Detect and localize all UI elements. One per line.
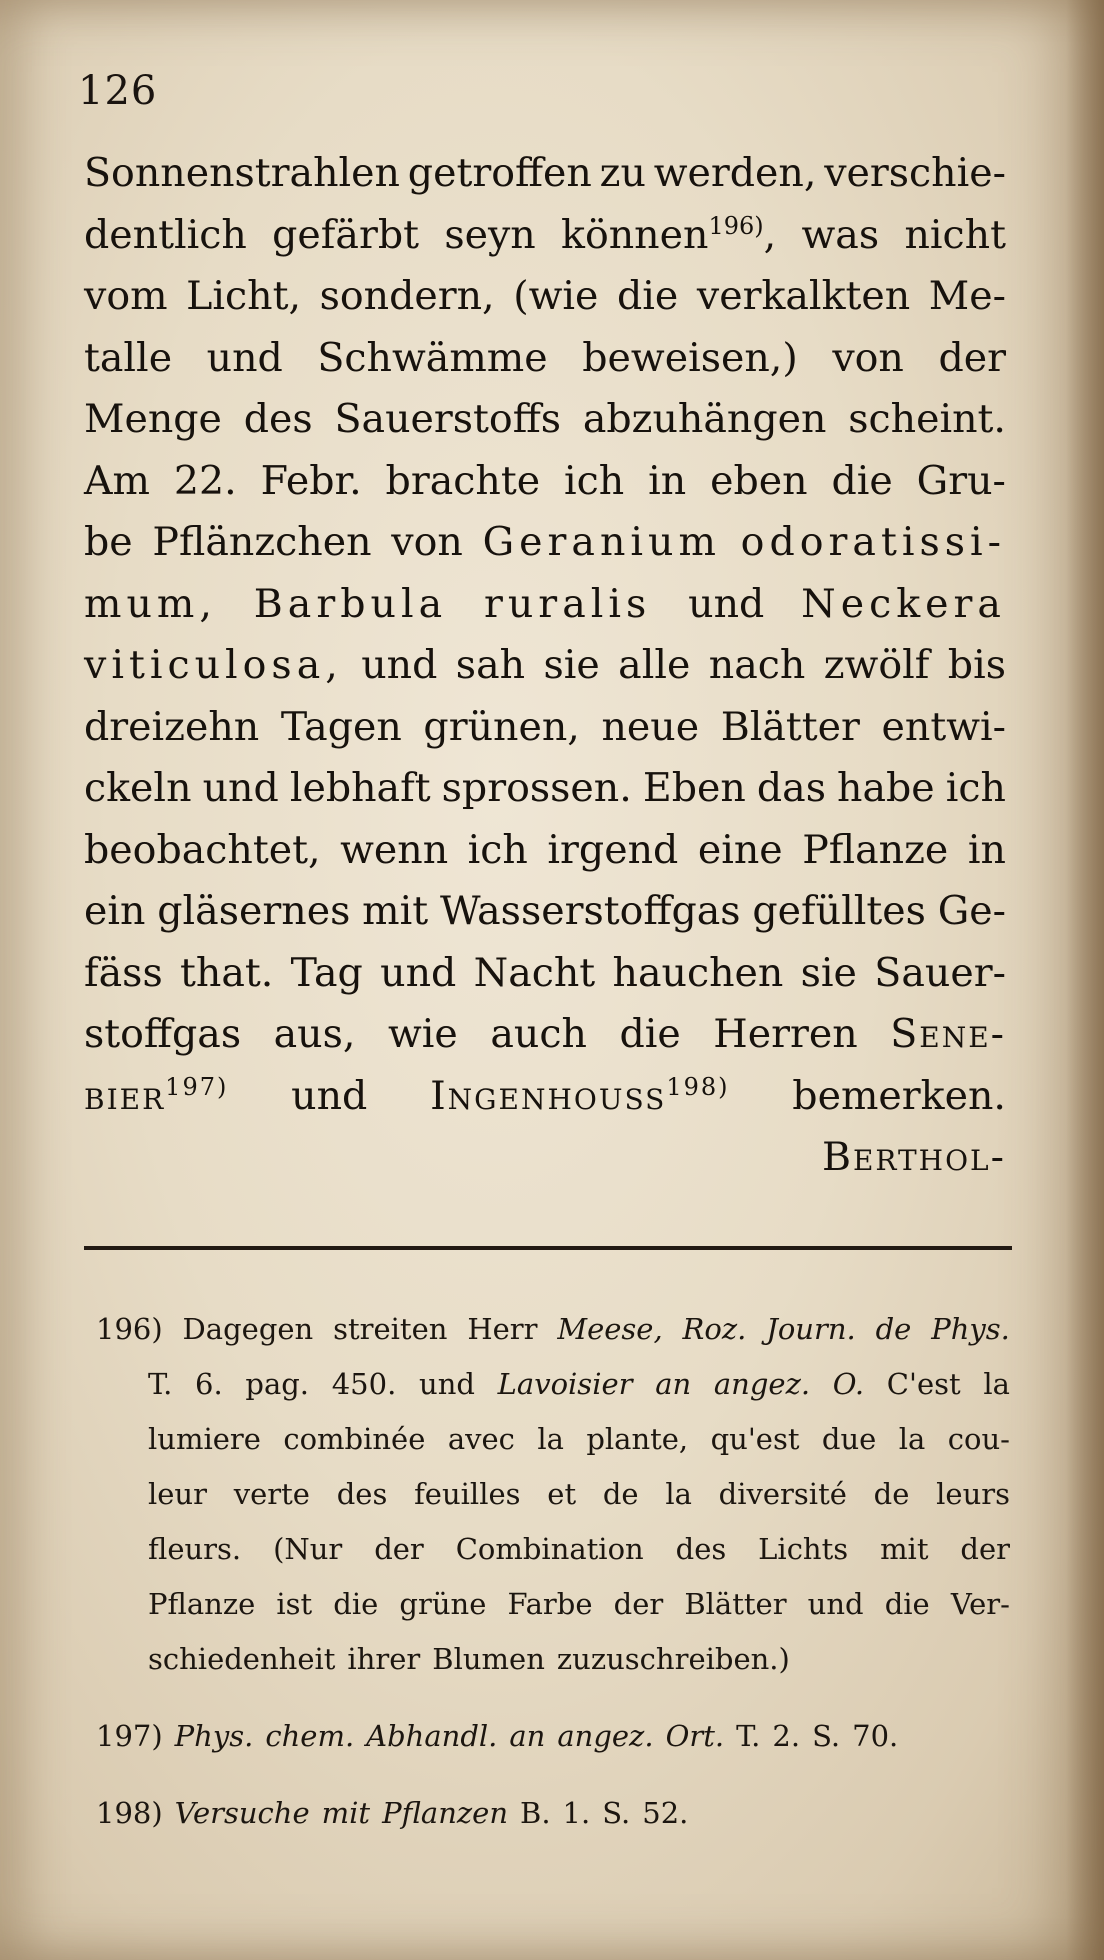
word: auch <box>490 1011 587 1057</box>
footnote-word: Pflanzen <box>382 1796 509 1830</box>
word: nach <box>708 642 806 688</box>
word: sprossen. <box>441 765 632 811</box>
footnote-word: la <box>537 1422 564 1456</box>
word: talle <box>84 334 173 381</box>
text-line <box>84 888 1006 950</box>
footnote-word: des <box>336 1477 388 1511</box>
word: ein <box>84 888 146 934</box>
footnote-word: 70. <box>852 1719 899 1753</box>
word: Ge- <box>937 888 1006 934</box>
text-line <box>84 212 1006 274</box>
footnote-word: de <box>873 1477 910 1511</box>
footnote-word: an <box>655 1367 692 1401</box>
footnote-word: avec <box>447 1422 515 1456</box>
word: Sauer- <box>874 949 1006 996</box>
word: beobachtet, <box>84 826 321 873</box>
word: Neckera <box>801 580 1006 627</box>
word: gefülltes <box>752 888 926 934</box>
word: Tag <box>290 949 363 996</box>
footnote-word: 2. <box>772 1719 801 1753</box>
word: das <box>756 765 826 811</box>
word: Sonnenstrahlen <box>84 150 400 196</box>
text-line <box>84 335 1006 397</box>
word: von <box>832 334 904 381</box>
word: ich <box>467 826 528 873</box>
word: werden, <box>653 150 817 196</box>
footnote-word: leurs <box>936 1477 1010 1511</box>
word: seyn <box>444 211 536 258</box>
word: Am <box>84 457 150 504</box>
footnote-word: Phys. <box>174 1719 254 1753</box>
text-line <box>84 827 1006 889</box>
footnote-198 <box>96 1796 1010 1851</box>
footnote-word: verte <box>233 1477 310 1511</box>
footnote-word: combinée <box>283 1422 426 1456</box>
word: abzuhängen <box>582 396 827 442</box>
footnote-word: diversité <box>718 1477 847 1511</box>
footnote-line <box>96 1587 1010 1642</box>
footnote-word: und <box>807 1587 864 1621</box>
word: wie <box>387 1011 458 1057</box>
footnote-word: zuzuschreiben.) <box>556 1642 790 1676</box>
text-line <box>84 581 1006 643</box>
word: Sene- <box>890 1011 1006 1057</box>
word: sondern, <box>319 273 495 319</box>
word: Blätter <box>720 703 860 750</box>
footnote-line <box>96 1477 1010 1532</box>
text-line <box>84 396 1006 458</box>
footnote-word: streiten <box>333 1312 448 1346</box>
word: und <box>291 1072 368 1119</box>
footnote-line <box>96 1719 1010 1774</box>
footnote-word: et <box>547 1477 577 1511</box>
word: nicht <box>904 211 1006 258</box>
footnote-word: der <box>613 1587 664 1621</box>
footnote-word: 450. <box>331 1367 397 1401</box>
word: der <box>938 334 1006 381</box>
text-line <box>84 950 1006 1012</box>
word: that. <box>180 949 274 996</box>
word: Pflanze <box>802 826 949 873</box>
footnote-word: C'est <box>886 1367 961 1401</box>
footnote-word: Pflanze <box>148 1587 256 1621</box>
word: können$^{196)}$, <box>561 211 777 258</box>
word: getroffen <box>407 150 592 196</box>
word: ruralis <box>483 580 652 627</box>
footnote-word: Farbe <box>507 1587 593 1621</box>
word: Wasserstoffgas <box>439 888 741 934</box>
word: odoratissi- <box>740 519 1006 565</box>
word: lebhaft <box>289 765 431 811</box>
footnote-word: Dagegen <box>182 1312 314 1346</box>
word: Ingenhouss$^{198)}$ <box>430 1072 730 1119</box>
text-line <box>84 1073 1006 1135</box>
word: Pflänzchen <box>152 519 372 565</box>
word: bier$^{197)}$ <box>84 1072 229 1119</box>
word: dreizehn <box>84 703 260 750</box>
word: sie <box>543 642 600 688</box>
text-line <box>84 1011 1006 1073</box>
text-line <box>84 765 1006 827</box>
footnote-word: 52. <box>642 1796 689 1830</box>
word: bis <box>947 642 1006 688</box>
word: verschie- <box>824 150 1006 196</box>
word: ich <box>945 765 1006 811</box>
footnote-word: 1. <box>562 1796 591 1830</box>
footnote-word: ihrer <box>347 1642 421 1676</box>
footnote-word: Versuche <box>174 1796 310 1830</box>
word: und <box>380 949 457 996</box>
word: und <box>688 580 765 627</box>
footnote-word: Phys. <box>931 1312 1010 1346</box>
footnote-word: B. <box>520 1796 551 1830</box>
word: ich <box>563 457 625 504</box>
word: Febr. <box>260 457 362 504</box>
footnote-word: 6. <box>195 1367 223 1401</box>
footnote-word: Roz. <box>682 1312 747 1346</box>
footnote-line <box>96 1312 1010 1367</box>
footnote-197 <box>96 1719 1010 1774</box>
footnote-word: des <box>675 1532 727 1566</box>
footnote-number: 198) <box>96 1796 163 1830</box>
footnote-word: Ort. <box>665 1719 725 1753</box>
footnote-reference: 198) <box>666 1072 730 1101</box>
footnote-word: schiedenheit <box>148 1642 336 1676</box>
word: Eben <box>642 765 746 811</box>
word: scheint. <box>848 396 1006 442</box>
word: 22. <box>173 457 237 504</box>
footnote-word: S. <box>812 1719 841 1753</box>
footnote-word: S. <box>602 1796 631 1830</box>
word: in <box>967 826 1006 873</box>
footnote-word: Journ. <box>766 1312 856 1346</box>
footnote-word: leur <box>148 1477 207 1511</box>
catchword: Berthol- <box>821 1134 1006 1180</box>
word: Licht, <box>186 273 301 319</box>
footnote-divider <box>84 1246 1012 1250</box>
footnote-word: angez. <box>713 1367 811 1401</box>
word: Sauerstoffs <box>334 396 562 442</box>
text-line <box>84 704 1006 766</box>
footnote-word: die <box>333 1587 379 1621</box>
word: eben <box>710 457 808 504</box>
word: gläsernes <box>157 888 351 934</box>
footnote-number: 197) <box>96 1719 163 1753</box>
word: be <box>84 519 133 565</box>
word: sah <box>455 642 526 688</box>
word: verkalkten <box>696 273 911 319</box>
footnote-word: (Nur <box>273 1532 343 1566</box>
word: habe <box>837 765 935 811</box>
footnote-word: grüne <box>399 1587 487 1621</box>
footnote-word: qu'est <box>710 1422 800 1456</box>
footnote-word: plante, <box>586 1422 689 1456</box>
word: stoffgas <box>84 1011 242 1057</box>
footnote-line <box>96 1642 1010 1697</box>
word: und <box>361 642 438 688</box>
footnote-word: Abhandl. <box>366 1719 498 1753</box>
word: des <box>243 396 313 442</box>
footnote-number: 196) <box>96 1312 163 1346</box>
footnote-word: O. <box>832 1367 865 1401</box>
word: zu <box>599 150 646 196</box>
footnote-word: Meese, <box>557 1312 663 1346</box>
word: irgend <box>547 826 679 873</box>
footnote-word: mit <box>880 1532 929 1566</box>
word: dentlich <box>84 211 247 258</box>
word: neue <box>601 703 700 750</box>
word: Nacht <box>473 949 596 996</box>
footnote-line <box>96 1532 1010 1587</box>
word: eine <box>697 826 783 873</box>
footnote-line <box>96 1422 1010 1477</box>
footnote-word: la <box>898 1422 926 1456</box>
text-line <box>84 519 1006 581</box>
footnote-word: T. <box>736 1719 761 1753</box>
footnote-word: Herr <box>467 1312 538 1346</box>
word: was <box>801 211 880 258</box>
word: entwi- <box>881 703 1006 750</box>
word: aus, <box>273 1011 356 1057</box>
word: die <box>617 273 679 319</box>
word: und <box>202 765 279 811</box>
word: sie <box>800 949 857 996</box>
main-text-block <box>84 150 1006 1196</box>
word: hauchen <box>612 949 784 996</box>
word: alle <box>618 642 691 688</box>
footnotes-block <box>96 1312 1010 1873</box>
word: Me- <box>928 273 1006 319</box>
footnote-reference: 196) <box>708 211 764 240</box>
footnote-word: feuilles <box>414 1477 521 1511</box>
word: bemerken. <box>792 1072 1006 1119</box>
footnote-word: pag. <box>245 1367 310 1401</box>
word: von <box>391 519 463 565</box>
footnote-word: Ver- <box>950 1587 1010 1621</box>
word: Barbula <box>253 580 448 627</box>
footnote-word: Lavoisier <box>497 1367 633 1401</box>
word: viticulosa, <box>84 642 343 688</box>
word: (wie <box>513 273 599 319</box>
word: vom <box>84 273 168 319</box>
word: Menge <box>84 396 222 442</box>
footnote-word: Blätter <box>684 1587 787 1621</box>
word: Tagen <box>280 703 402 750</box>
footnote-word: de <box>875 1312 912 1346</box>
footnote-word: de <box>602 1477 639 1511</box>
footnote-word: angez. <box>557 1719 654 1753</box>
footnote-word: der <box>374 1532 424 1566</box>
text-line <box>84 150 1006 212</box>
footnote-word: cou- <box>947 1422 1010 1456</box>
word: und <box>206 334 283 381</box>
text-line <box>84 458 1006 520</box>
footnote-word: la <box>665 1477 692 1511</box>
word: Schwämme <box>317 334 548 381</box>
footnote-word: ist <box>276 1587 313 1621</box>
page-number: 126 <box>78 68 158 114</box>
footnote-word: Blumen <box>432 1642 545 1676</box>
text-line <box>84 642 1006 704</box>
footnote-word: mit <box>321 1796 371 1830</box>
text-line <box>84 273 1006 335</box>
footnote-word: due <box>821 1422 877 1456</box>
page-edge-shadow <box>1066 0 1104 1960</box>
word: in <box>648 457 687 504</box>
footnote-word: fleurs. <box>148 1532 242 1566</box>
footnote-line <box>96 1367 1010 1422</box>
word: ckeln <box>84 765 192 811</box>
catchword-line <box>84 1134 1006 1196</box>
word: fäss <box>84 949 163 996</box>
footnote-word: an <box>509 1719 546 1753</box>
word: Geranium <box>482 519 721 565</box>
word: mit <box>362 888 429 934</box>
footnote-reference: 197) <box>165 1072 229 1101</box>
footnote-word: lumiere <box>148 1422 261 1456</box>
footnote-196 <box>96 1312 1010 1697</box>
word: grünen, <box>423 703 580 750</box>
footnote-word: Lichts <box>758 1532 849 1566</box>
footnote-word: Combination <box>455 1532 644 1566</box>
footnote-word: chem. <box>265 1719 355 1753</box>
footnote-word: T. <box>148 1367 173 1401</box>
word: brachte <box>385 457 541 504</box>
word: die <box>831 457 893 504</box>
word: gefärbt <box>272 211 419 258</box>
footnote-word: die <box>884 1587 930 1621</box>
word: Herren <box>713 1011 858 1057</box>
word: zwölf <box>823 642 930 688</box>
word: Gru- <box>916 457 1006 504</box>
footnote-word: der <box>960 1532 1010 1566</box>
footnote-word: la <box>983 1367 1010 1401</box>
footnote-word: und <box>419 1367 475 1401</box>
footnote-line <box>96 1796 1010 1851</box>
word: die <box>619 1011 681 1057</box>
word: beweisen,) <box>582 334 798 381</box>
word: mum, <box>84 580 217 627</box>
word: wenn <box>340 826 449 873</box>
